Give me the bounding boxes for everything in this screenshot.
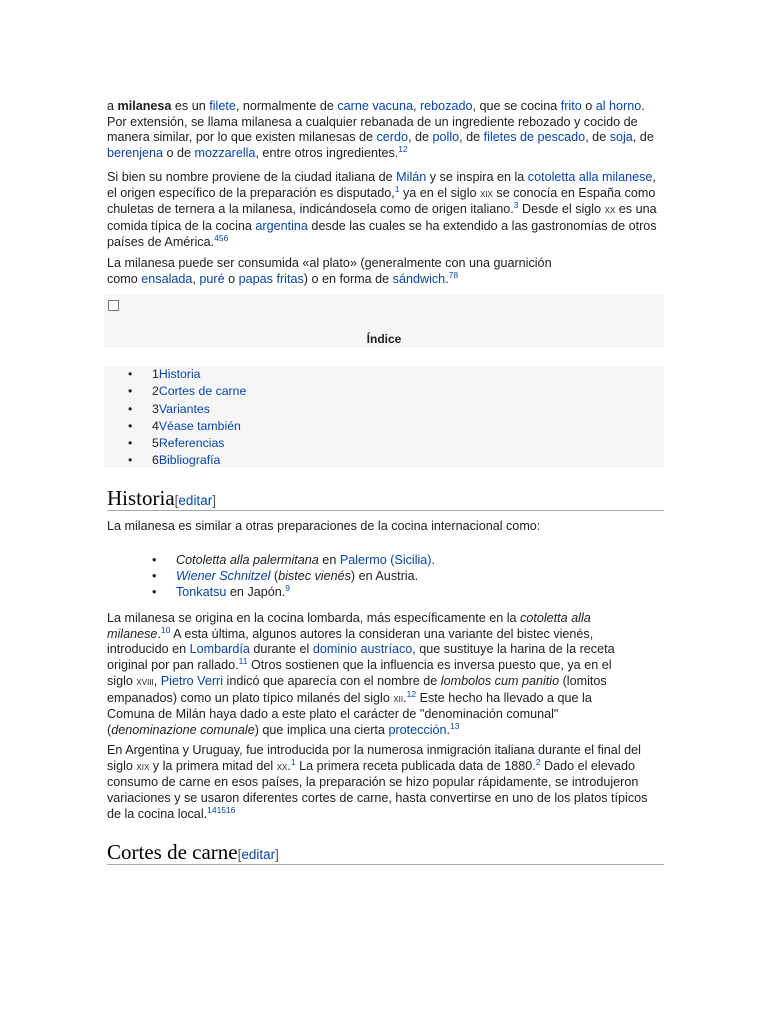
edit-section xyxy=(175,493,216,508)
link-papas-fritas[interactable]: papas fritas xyxy=(238,271,304,286)
list-item xyxy=(152,553,435,569)
link-argentina[interactable]: argentina xyxy=(255,219,308,234)
toc-header xyxy=(104,294,664,348)
toc-number: 2 xyxy=(152,384,159,399)
century-numeral: xviii xyxy=(136,675,154,688)
toc-title: Índice xyxy=(366,332,402,346)
text: , entre otros ingredientes. xyxy=(255,146,399,161)
text: o xyxy=(581,99,596,113)
toc-item[interactable] xyxy=(128,452,246,469)
toc-number: 3 xyxy=(152,401,159,416)
historia-paragraph-2 xyxy=(107,743,652,823)
text: A esta última, algunos autores la consideran una variante del bistec vienés, introducido en xyxy=(107,626,594,657)
text: . xyxy=(431,553,436,567)
link-cerdo[interactable]: cerdo xyxy=(376,130,409,145)
link-wiener-schnitzel[interactable]: Wiener Schnitzel xyxy=(176,568,271,583)
century-numeral: xx xyxy=(276,760,288,773)
text: , de xyxy=(585,130,610,145)
text: bistec vienés xyxy=(278,568,351,583)
link-milan[interactable]: Milán xyxy=(396,170,427,184)
link-dominio-austriaco[interactable]: dominio austríaco xyxy=(312,642,413,657)
text: ) que implica una cierta xyxy=(254,722,389,737)
text: lombolos cum panitio xyxy=(440,673,560,688)
edit-section xyxy=(238,847,279,862)
century-numeral: xix xyxy=(136,760,150,773)
text: , que sustituye la harina de la receta original por pan rallado. xyxy=(107,642,615,673)
text: En Argentina y Uruguay, fue introducida por la numerosa inmigración italiana durante el final del siglo xyxy=(107,743,641,773)
text: . xyxy=(446,722,451,737)
text: La primera receta publicada data de 1880. xyxy=(295,758,536,773)
citation-ref[interactable]: 2 xyxy=(535,756,541,767)
link-berenjena[interactable]: berenjena xyxy=(107,146,164,161)
link-proteccion[interactable]: protección xyxy=(388,722,447,737)
toc-number: 5 xyxy=(152,436,159,451)
term-milanesa: milanesa xyxy=(117,99,172,113)
text: es una comida típica de la cocina xyxy=(107,202,657,234)
list-item xyxy=(152,582,435,601)
intro-paragraph-2 xyxy=(107,170,664,251)
text: o xyxy=(224,271,239,286)
intro-paragraph-3 xyxy=(107,256,577,287)
citation-ref[interactable]: 12 xyxy=(406,688,417,699)
text: y se inspira en la xyxy=(426,170,528,184)
toc-item[interactable] xyxy=(128,401,246,418)
text: ) o en forma de xyxy=(303,271,393,286)
link-ensalada[interactable]: ensalada xyxy=(141,271,193,286)
text: o de xyxy=(163,146,195,161)
text: se conocía en España como chuletas de ternera a la milanesa, indicándosela como de origen italiano. xyxy=(107,185,656,217)
toc-item[interactable] xyxy=(128,435,246,452)
text: , de xyxy=(459,130,484,145)
text: Otros sostienen que la influencia es inversa puesto que, ya en el siglo xyxy=(107,658,612,688)
text: , xyxy=(153,673,161,688)
text: denominazione comunale xyxy=(111,722,255,737)
text: . xyxy=(403,690,407,705)
intro-paragraph-1 xyxy=(107,99,664,162)
link-tonkatsu[interactable]: Tonkatsu xyxy=(176,584,227,599)
text: . Por extensión, se llama milanesa a cualquier rebanada de un ingrediente rebozado y cocido de manera similar, por lo que existen milanesas de xyxy=(107,99,645,145)
text: Cotoletta alla palermitana xyxy=(176,553,319,567)
text: , xyxy=(192,271,200,286)
text: y la primera mitad del xyxy=(149,758,277,773)
text: desde las cuales se ha extendido a las gastronomías de otros países de América. xyxy=(107,219,657,249)
text: (lomitos empanados) como un plato típico milanés del siglo xyxy=(107,673,607,705)
link-filete[interactable]: filete xyxy=(209,99,236,113)
heading-text: Historia xyxy=(107,486,175,510)
text: Este hecho ha llevado a que la Comuna de Milán haya dado a este plato el carácter de "denominación comunal" ( xyxy=(107,690,592,737)
link-pietro-verri[interactable]: Pietro Verri xyxy=(160,673,224,688)
toc-link-variantes[interactable]: Variantes xyxy=(158,401,210,416)
toc-link-referencias[interactable]: Referencias xyxy=(158,436,225,451)
text: Desde el siglo xyxy=(518,202,605,217)
text: ya en el siglo xyxy=(399,185,480,200)
link-cotoletta-alla-milanese[interactable]: cotoletta alla milanese xyxy=(527,170,653,184)
link-filetes-de-pescado[interactable]: filetes de pescado xyxy=(483,130,586,145)
text: ) en Austria. xyxy=(350,568,419,583)
link-soja[interactable]: soja xyxy=(609,130,633,145)
toc-link-historia[interactable]: Historia xyxy=(158,367,201,381)
bracket: ] xyxy=(212,493,216,508)
citation-ref[interactable]: 1 xyxy=(394,183,400,194)
toc-item[interactable] xyxy=(128,418,246,435)
text: en xyxy=(318,553,340,567)
text: La milanesa se origina en la cocina lombarda, más específicamente en la xyxy=(107,611,521,625)
link-rebozado[interactable]: rebozado xyxy=(419,99,473,113)
citation-ref[interactable]: 11 xyxy=(238,655,248,666)
link-palermo[interactable]: Palermo (Sicilia) xyxy=(339,553,432,567)
text: cotoletta alla milanese xyxy=(107,611,591,641)
toc-link-bibliografia[interactable]: Bibliografía xyxy=(158,453,221,468)
toc-item[interactable] xyxy=(128,383,246,400)
list-item xyxy=(152,569,435,585)
link-pure[interactable]: puré xyxy=(199,271,225,286)
text: Si bien su nombre proviene de la ciudad italiana de xyxy=(107,170,397,184)
text: . xyxy=(287,758,291,773)
text: es un xyxy=(171,99,210,113)
century-numeral: xix xyxy=(480,187,493,200)
citation-ref[interactable]: 13 xyxy=(450,720,460,731)
toc-item[interactable] xyxy=(128,366,246,383)
text: , el origen específico de la preparación es disputado, xyxy=(107,170,656,200)
citation-ref[interactable]: 1 xyxy=(290,756,296,767)
citation-ref[interactable]: 78 xyxy=(448,269,459,280)
heading-divider xyxy=(107,510,664,511)
citation-ref[interactable]: 3 xyxy=(513,200,519,211)
citation-ref[interactable]: 456 xyxy=(214,232,229,243)
link-sandwich[interactable]: sándwich xyxy=(392,271,446,286)
link-lombardia[interactable]: Lombardía xyxy=(189,642,250,657)
link-mozzarella[interactable]: mozzarella xyxy=(194,146,256,161)
citation-ref[interactable]: 141516 xyxy=(207,804,236,815)
text: Dado el elevado consumo de carne en esos países, la preparación se hizo popular rápidamente, se introdujeron variaciones y se usaron diferentes cortes de carne, hasta convertirse en uno de los platos típicos de la cocina local. xyxy=(107,758,648,821)
century-numeral: xx xyxy=(604,204,616,217)
link-al-horno[interactable]: al horno xyxy=(595,99,642,113)
text: , que se cocina xyxy=(472,99,561,113)
historia-intro: La milanesa es similar a otras preparaciones de la cocina internacional como: xyxy=(107,519,541,533)
link-pollo[interactable]: pollo xyxy=(432,130,460,145)
citation-ref[interactable]: 12 xyxy=(398,143,408,154)
edit-link[interactable]: editar xyxy=(241,847,276,862)
toc-list xyxy=(128,366,246,470)
text: . xyxy=(157,626,161,641)
toc-toggle-checkbox[interactable] xyxy=(108,300,119,311)
text: , de xyxy=(632,130,654,145)
text: ( xyxy=(270,568,279,583)
text: durante el xyxy=(249,642,313,657)
citation-ref[interactable]: 9 xyxy=(285,582,290,593)
toc-number: 1 xyxy=(152,367,159,381)
heading-divider xyxy=(107,864,664,865)
text: en Japón. xyxy=(226,584,286,599)
text: La milanesa puede ser consumida «al plato» (generalmente con una guarnición como xyxy=(107,256,552,286)
bracket: ] xyxy=(275,847,279,862)
heading-text: Cortes de carne xyxy=(107,840,238,864)
comparison-list xyxy=(152,553,435,600)
citation-ref[interactable]: 10 xyxy=(160,624,171,635)
bracket: [ xyxy=(174,493,179,508)
text: a xyxy=(107,99,118,113)
toc-link-cortes-de-carne[interactable]: Cortes de carne xyxy=(158,384,247,399)
edit-link[interactable]: editar xyxy=(178,493,213,508)
bracket: [ xyxy=(237,847,242,862)
text: indicó que aparecía con el nombre de xyxy=(223,673,441,688)
toc-link-vease-tambien[interactable]: Véase también xyxy=(158,418,241,433)
text: , de xyxy=(408,130,433,145)
toc-number: 4 xyxy=(152,418,159,433)
link-carne-vacuna[interactable]: carne vacuna xyxy=(337,99,413,113)
link-frito[interactable]: frito xyxy=(560,99,582,113)
century-numeral: xii xyxy=(393,692,404,705)
text: , normalmente de xyxy=(235,99,338,113)
text: . xyxy=(445,271,449,286)
historia-paragraph-1 xyxy=(107,611,617,739)
text: , xyxy=(412,99,420,113)
toc-number: 6 xyxy=(152,453,159,468)
